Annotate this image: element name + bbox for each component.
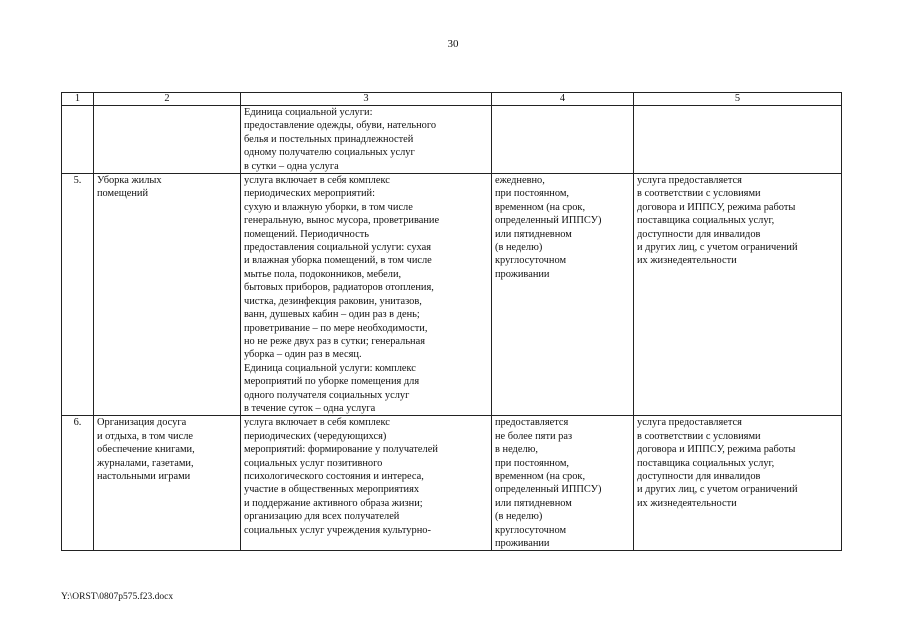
cell-text-line: бытовых приборов, радиаторов отопления,	[244, 282, 434, 294]
cell-text-line: или пятидневном	[495, 497, 572, 509]
cell-text-line: чистка, дезинфекция раковин, унитазов,	[244, 295, 422, 307]
service-frequency-cell	[492, 106, 634, 174]
cell-text-line: определенный ИППСУ)	[495, 484, 602, 496]
row-number-cell: 6.	[62, 416, 94, 551]
cell-text-line: обеспечение книгами,	[97, 444, 195, 456]
cell-text-line: услуга включает в себя комплекс	[244, 417, 390, 429]
cell-text-line: договора и ИППСУ, режима работы	[637, 444, 796, 456]
table-row	[62, 416, 842, 551]
table-row	[62, 106, 842, 174]
table-row	[62, 174, 842, 416]
cell-text-line: и отдыха, в том числе	[97, 430, 194, 442]
cell-text-line: договора и ИППСУ, режима работы	[637, 201, 796, 213]
service-description-cell	[241, 174, 492, 416]
cell-text-line: ежедневно,	[495, 175, 545, 187]
cell-text-line: круглосуточном	[495, 255, 567, 267]
header-col-3: 3	[241, 93, 492, 106]
row-number-cell	[62, 106, 94, 174]
cell-text-line: помещений	[97, 188, 149, 200]
cell-text-line: мероприятий: формирование у получателей	[244, 444, 438, 456]
cell-text-line: периодических мероприятий:	[244, 188, 376, 200]
file-path-footer: Y:\ORST\0807p575.f23.docx	[61, 592, 174, 602]
cell-text-line: Организация досуга	[97, 417, 187, 429]
service-conditions-cell	[634, 416, 842, 551]
cell-text-line: и поддержание активного образа жизни;	[244, 497, 423, 509]
cell-text-line: одного получателя социальных услуг	[244, 389, 410, 401]
cell-text-line: Единица социальной услуги: комплекс	[244, 362, 416, 374]
cell-text-line: журналами, газетами,	[97, 457, 194, 469]
header-col-5: 5	[634, 93, 842, 106]
cell-text-line: проживании	[495, 268, 550, 280]
cell-text-line: генеральную, вынос мусора, проветривание	[244, 215, 440, 227]
cell-text-line: одному получателю социальных услуг	[244, 147, 415, 159]
cell-text-line: доступности для инвалидов	[637, 470, 761, 482]
services-table	[61, 92, 842, 551]
service-frequency-cell	[492, 174, 634, 416]
header-col-4: 4	[492, 93, 634, 106]
cell-text-line: при постоянном,	[495, 457, 570, 469]
cell-text-line: в соответствии с условиями	[637, 188, 761, 200]
cell-text-line: временном (на срок,	[495, 470, 586, 482]
cell-text-line: поставщика социальных услуг,	[637, 215, 775, 227]
service-name-cell	[94, 106, 241, 174]
cell-text-line: поставщика социальных услуг,	[637, 457, 775, 469]
cell-text-line: определенный ИППСУ)	[495, 215, 602, 227]
cell-text-line: социальных услуг позитивного	[244, 457, 383, 469]
cell-text-line: сухую и влажную уборки, в том числе	[244, 201, 413, 213]
cell-text-line: не более пяти раз	[495, 430, 573, 442]
cell-text-line: доступности для инвалидов	[637, 228, 761, 240]
cell-text-line: Единица социальной услуги:	[244, 107, 373, 118]
cell-text-line: (в неделю)	[495, 242, 543, 254]
service-name-cell	[94, 416, 241, 551]
cell-text-line: их жизнедеятельности	[637, 497, 737, 509]
header-col-1: 1	[62, 93, 94, 106]
service-description-cell	[241, 416, 492, 551]
cell-text-line: в соответствии с условиями	[637, 430, 761, 442]
cell-text-line: организацию для всех получателей	[244, 511, 400, 523]
cell-text-line: ванн, душевых кабин – один раз в день;	[244, 309, 420, 321]
cell-text-line: или пятидневном	[495, 228, 572, 240]
cell-text-line: предоставления социальной услуги: сухая	[244, 242, 432, 254]
cell-text-line: круглосуточном	[495, 524, 567, 536]
cell-text-line: помещений. Периодичность	[244, 228, 369, 240]
cell-text-line: их жизнедеятельности	[637, 255, 737, 267]
cell-text-line: периодических (чередующихся)	[244, 430, 387, 442]
page-number: 30	[447, 38, 459, 50]
cell-text-line: услуга предоставляется	[637, 417, 742, 429]
cell-text-line: услуга предоставляется	[637, 175, 742, 187]
cell-text-line: и влажная уборка помещений, в том числе	[244, 255, 432, 267]
cell-text-line: предоставление одежды, обуви, нательного	[244, 120, 437, 132]
cell-text-line: в течение суток – одна услуга	[244, 402, 376, 414]
cell-text-line: настольными играми	[97, 470, 191, 482]
header-col-2: 2	[94, 93, 241, 106]
cell-text-line: временном (на срок,	[495, 201, 586, 213]
cell-text-line: психологического состояния и интереса,	[244, 470, 424, 482]
service-conditions-cell	[634, 174, 842, 416]
cell-text-line: социальных услуг учреждения культурно-	[244, 524, 431, 536]
service-description-cell	[241, 106, 492, 174]
cell-text-line: белья и постельных принадлежностей	[244, 133, 414, 145]
cell-text-line: и других лиц, с учетом ограничений	[637, 484, 798, 496]
cell-text-line: мытье пола, подоконников, мебели,	[244, 268, 402, 280]
cell-text-line: и других лиц, с учетом ограничений	[637, 242, 798, 254]
cell-text-line: проветривание – по мере необходимости,	[244, 322, 428, 334]
cell-text-line: (в неделю)	[495, 511, 543, 523]
cell-text-line: при постоянном,	[495, 188, 570, 200]
cell-text-line: услуга включает в себя комплекс	[244, 175, 390, 187]
cell-text-line: проживании	[495, 538, 550, 549]
cell-text-line: в неделю,	[495, 444, 538, 456]
cell-text-line: мероприятий по уборке помещения для	[244, 376, 420, 388]
service-name-cell	[94, 174, 241, 416]
row-number-cell: 5.	[62, 174, 94, 416]
cell-text-line: в сутки – одна услуга	[244, 160, 339, 172]
service-frequency-cell	[492, 416, 634, 551]
cell-text-line: уборка – один раз в месяц.	[244, 349, 362, 361]
table-header-row	[62, 93, 842, 106]
cell-text-line: предоставляется	[495, 417, 569, 429]
cell-text-line: но не реже двух раз в сутки; генеральная	[244, 335, 426, 347]
cell-text-line: участие в общественных мероприятиях	[244, 484, 420, 496]
cell-text-line: Уборка жилых	[97, 175, 162, 187]
service-conditions-cell	[634, 106, 842, 174]
